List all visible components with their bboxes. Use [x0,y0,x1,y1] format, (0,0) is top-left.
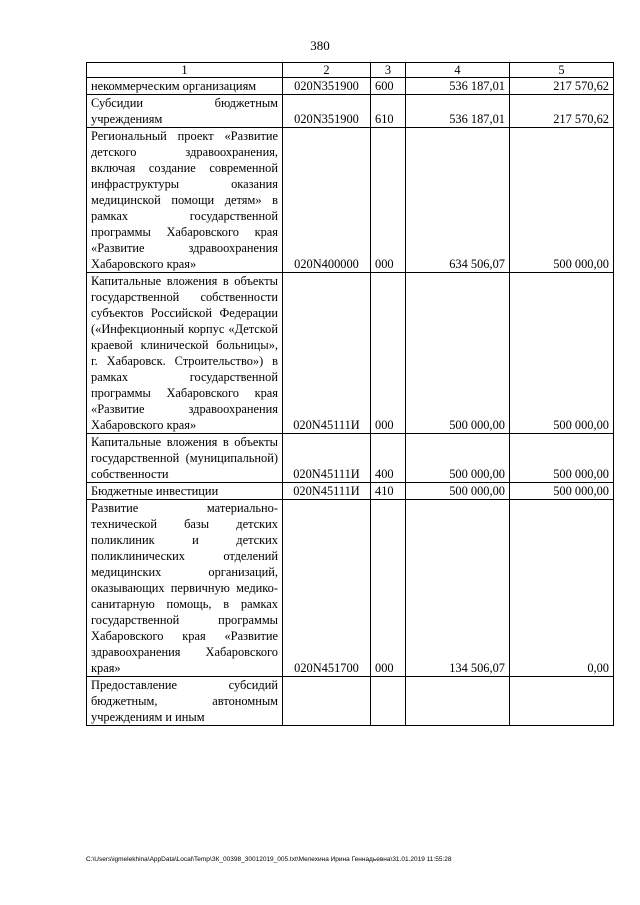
row-code: 020N451700 [283,500,371,677]
row-amount-1: 500 000,00 [406,434,510,483]
row-amount-1: 500 000,00 [406,483,510,500]
column-header-5: 5 [510,63,614,78]
table-row [87,434,614,483]
row-name: Бюджетные инвестиции [87,483,283,500]
row-amount-1: 536 187,01 [406,78,510,95]
file-path-footer: C:\Users\igmelekhina\AppData\Local\Temp\ЗК_00398_30012019_005.txt\Мелехина Ирина Геннадьевна\31.01.2019 11:55:28 [86,856,452,863]
row-code: 020N351900 [283,78,371,95]
row-code: 020N400000 [283,128,371,273]
row-name: некоммерческим организациям [87,78,283,95]
row-code: 020N45111И [283,434,371,483]
row-vr: 000 [371,128,406,273]
row-code [283,677,371,726]
row-name: Капитальные вложения в объекты государственной (муниципальной) собственности [87,434,283,483]
table-row [87,677,614,726]
row-amount-2: 500 000,00 [510,128,614,273]
table-row [87,273,614,434]
column-header-3: 3 [371,63,406,78]
page-number: 380 [310,38,330,53]
table-row [87,500,614,677]
column-header-2: 2 [283,63,371,78]
row-amount-2: 500 000,00 [510,434,614,483]
row-amount-2: 500 000,00 [510,483,614,500]
table-row [87,128,614,273]
table-row [87,78,614,95]
row-amount-2: 217 570,62 [510,95,614,128]
row-amount-2: 500 000,00 [510,273,614,434]
row-vr: 410 [371,483,406,500]
row-code: 020N45111И [283,273,371,434]
row-amount-1: 634 506,07 [406,128,510,273]
column-header-4: 4 [406,63,510,78]
row-code: 020N351900 [283,95,371,128]
row-code: 020N45111И [283,483,371,500]
table-row [87,95,614,128]
row-amount-1: 500 000,00 [406,273,510,434]
row-name: Капитальные вложения в объекты государственной собственности субъектов Российской Федерации («Инфекционный корпус «Детской краевой клинической больницы», г. Хабаровск. Строительство») в рамках государственной программы Хабаровского края «Развитие здравоохранения Хабаровского края» [87,273,283,434]
row-vr: 000 [371,273,406,434]
row-vr: 600 [371,78,406,95]
row-amount-2: 0,00 [510,500,614,677]
row-name: Региональный проект «Развитие детского здравоохранения, включая создание современной инфраструктуры оказания медицинской помощи детям» в рамках государственной программы Хабаровского края «Развитие здравоохранения Хабаровского края» [87,128,283,273]
column-header-1: 1 [87,63,283,78]
row-vr: 000 [371,500,406,677]
row-name: Предоставление субсидий бюджетным, автономным учреждениям и иным [87,677,283,726]
row-amount-2 [510,677,614,726]
row-amount-1: 536 187,01 [406,95,510,128]
row-amount-2: 217 570,62 [510,78,614,95]
row-vr: 400 [371,434,406,483]
row-amount-1: 134 506,07 [406,500,510,677]
row-name: Субсидии бюджетным учреждениям [87,95,283,128]
table-row [87,483,614,500]
row-amount-1 [406,677,510,726]
budget-table [86,62,614,726]
row-vr: 610 [371,95,406,128]
header-row [87,63,614,78]
row-vr [371,677,406,726]
row-name: Развитие материально-технической базы детских поликлиник и детских поликлинических отделений медицинских организаций, оказывающих первичную медико-санитарную помощь, в рамках государственной программы Хабаровского края «Развитие здравоохранения Хабаровского края» [87,500,283,677]
